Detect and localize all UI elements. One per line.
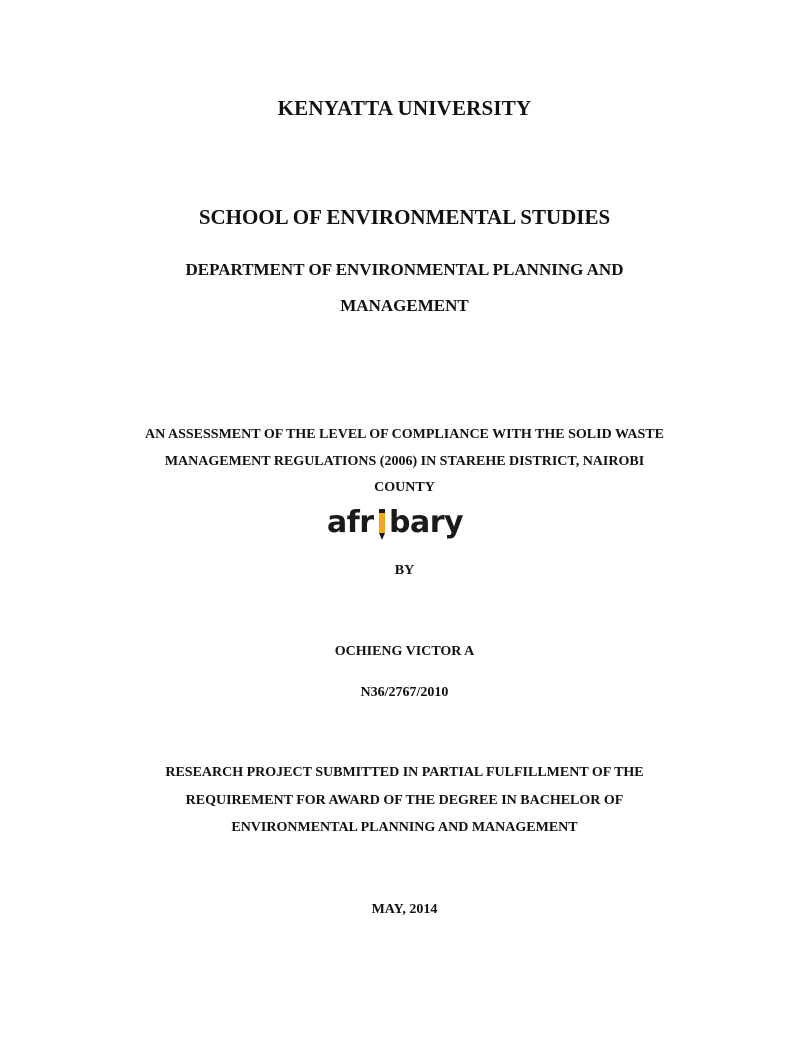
submission-statement-line-2: REQUIREMENT FOR AWARD OF THE DEGREE IN BACHELOR OF	[185, 793, 624, 808]
afribary-watermark-logo	[327, 504, 481, 546]
school-name: SCHOOL OF ENVIRONMENTAL STUDIES	[198, 205, 611, 229]
by-label: BY	[394, 563, 415, 578]
department-name-line-2: MANAGEMENT	[340, 296, 469, 315]
pencil-icon	[379, 509, 385, 540]
project-title-line-1: AN ASSESSMENT OF THE LEVEL OF COMPLIANCE WITH THE SOLID WASTE	[145, 427, 664, 442]
project-title-line-3: COUNTY	[374, 480, 435, 495]
submission-statement-line-3: ENVIRONMENTAL PLANNING AND MANAGEMENT	[231, 820, 578, 835]
author-name: OCHIENG VICTOR A	[334, 644, 475, 659]
registration-number: N36/2767/2010	[360, 685, 449, 700]
svg-text:bary: bary	[389, 505, 464, 540]
university-name: KENYATTA UNIVERSITY	[277, 96, 532, 120]
submission-statement-line-1: RESEARCH PROJECT SUBMITTED IN PARTIAL FULFILLMENT OF THE	[165, 765, 644, 780]
submission-date: MAY, 2014	[371, 902, 438, 917]
svg-text:afr: afr	[327, 505, 374, 540]
department-name-line-1: DEPARTMENT OF ENVIRONMENTAL PLANNING AND	[185, 260, 624, 279]
project-title-line-2: MANAGEMENT REGULATIONS (2006) IN STAREHE DISTRICT, NAIROBI	[164, 454, 645, 469]
